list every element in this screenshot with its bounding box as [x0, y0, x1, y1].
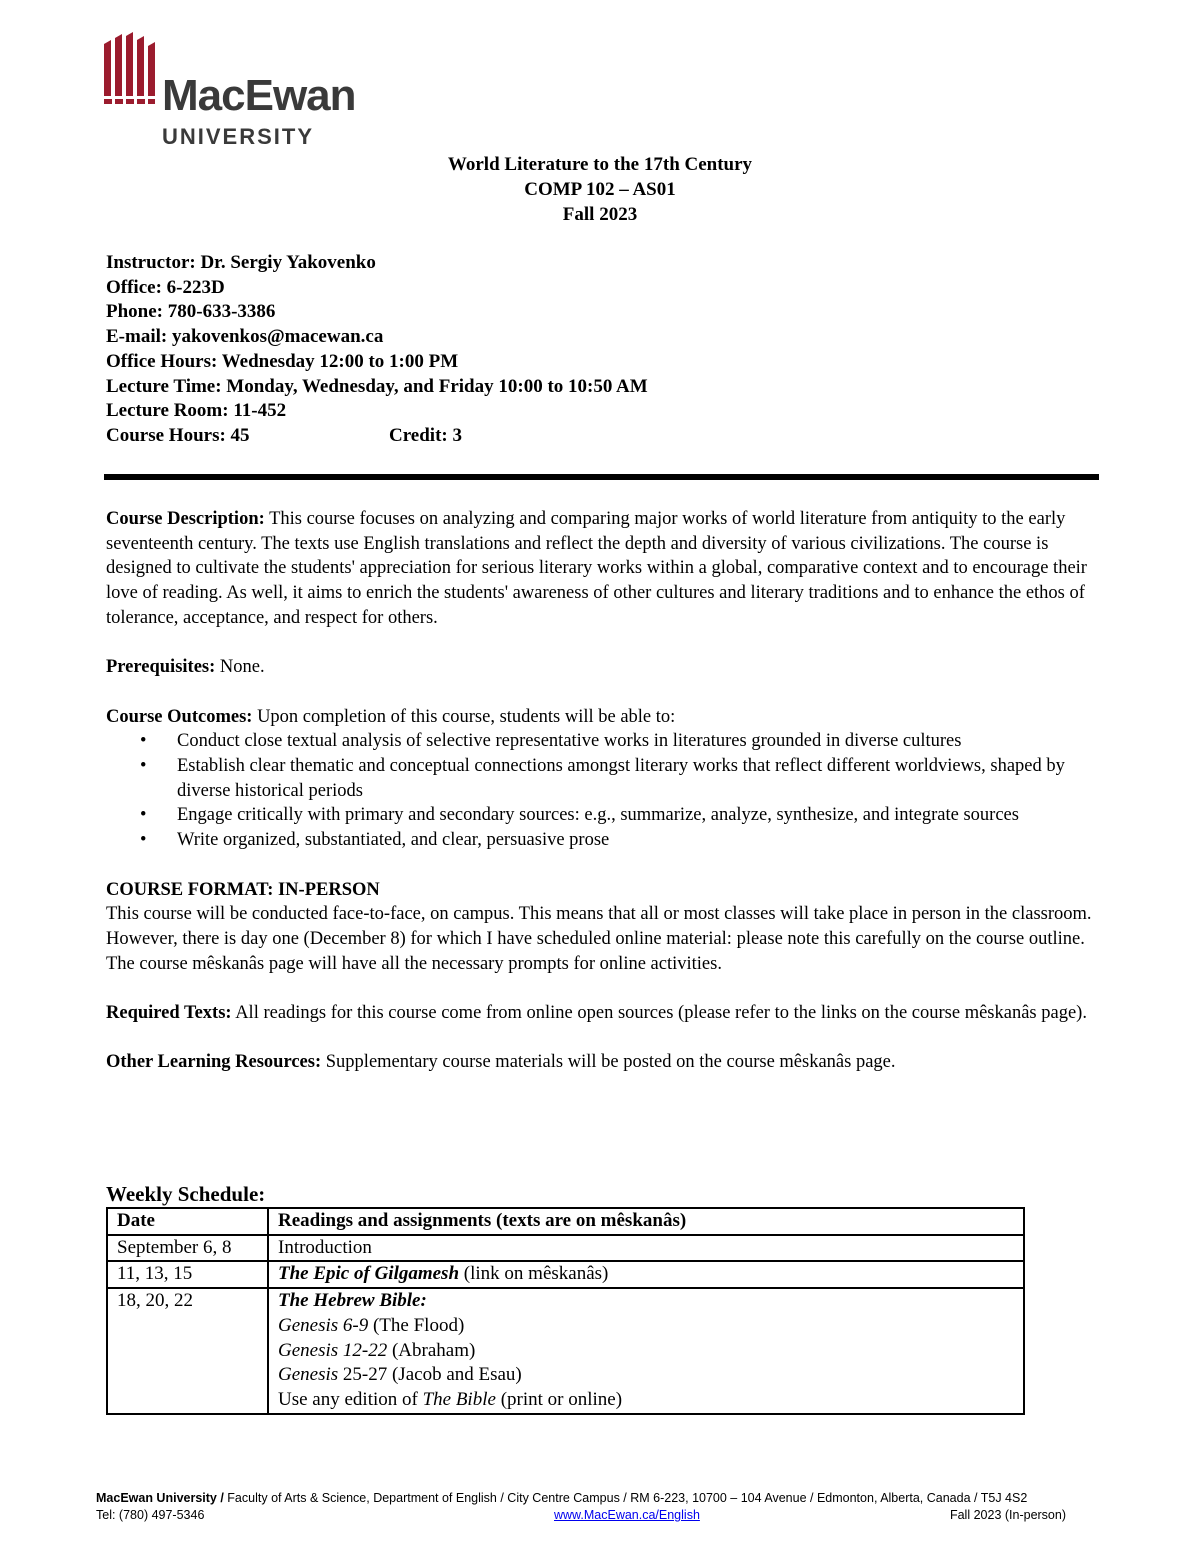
email: E-mail: yakovenkos@macewan.ca: [106, 326, 384, 348]
footer-website-link[interactable]: www.MacEwan.ca/English: [554, 1508, 700, 1522]
office: Office: 6-223D: [106, 276, 225, 298]
page-footer: [96, 1490, 1066, 1524]
course-format-text: This course will be conducted face-to-face, on campus. This means that all or most classes will take place in person in the classroom. However, there is day one (December 8) for which I have scheduled online material: please note this carefully on the course outline. The course mêskanâs page will have all the necessary prompts for online activities.: [106, 904, 1092, 974]
prerequisites: [106, 655, 1096, 680]
reading-note: (link on mêskanâs): [459, 1263, 609, 1285]
list-item: • Engage critically with primary and secondary sources: e.g., summarize, analyze, synthesize, and integrate sources: [106, 803, 1096, 828]
course-outcomes-label: Course Outcomes:: [106, 706, 253, 727]
prerequisites-text: None.: [215, 657, 265, 678]
office-hours: Office Hours: Wednesday 12:00 to 1:00 PM: [106, 350, 459, 372]
book-ref: Genesis: [278, 1364, 339, 1386]
book-note: (The Flood): [368, 1314, 465, 1336]
course-description-text: This course focuses on analyzing and comparing major works of world literature from antiquity to the early seventeenth century. The texts use English translations and reflect the depth and diversity of various civilizations. The course is designed to cultivate the students' appreciation for serious literary works within a global, comparative context and to encourage their love of reading. As well, it aims to enrich the students' awareness of other cultures and literary traditions and to enhance the ethos of tolerance, acceptance, and respect for others.: [106, 509, 1087, 628]
required-texts-text: All readings for this course come from online open sources (please refer to the links on the course mêskanâs page).: [231, 1003, 1087, 1023]
lecture-room: Lecture Room: 11-452: [106, 400, 287, 422]
list-item: • Conduct close textual analysis of selective representative works in literatures grounded in diverse cultures: [106, 729, 1096, 754]
outcomes-list: [106, 729, 1096, 853]
book-note: 25-27 (Jacob and Esau): [338, 1364, 522, 1386]
required-texts-label: Required Texts:: [106, 1003, 232, 1023]
course-format-heading: COURSE FORMAT: IN-PERSON: [106, 879, 380, 900]
date-cell: 18, 20, 22: [107, 1288, 268, 1414]
work-title: The Hebrew Bible:: [278, 1290, 427, 1312]
book-ref: Genesis 12-22: [278, 1339, 388, 1361]
horizontal-rule: [104, 474, 1099, 480]
book-ref: Genesis 6-9: [278, 1314, 369, 1336]
reading-cell: [268, 1261, 1024, 1288]
course-hours: Course Hours: 45: [106, 424, 250, 446]
course-format: [106, 878, 1096, 977]
other-resources-label: Other Learning Resources:: [106, 1052, 322, 1073]
list-item: • Establish clear thematic and conceptual connections amongst literary works that reflect different worldviews, shaped by diverse historical periods: [106, 754, 1096, 803]
column-header-readings: Readings and assignments (texts are on mêskanâs): [268, 1208, 1024, 1235]
course-title: World Literature to the 17th Century: [447, 154, 753, 175]
reading-line: [278, 1314, 1023, 1339]
table-row: [107, 1288, 1024, 1414]
book-note: (Abraham): [387, 1339, 476, 1361]
footer-contact-line: [96, 1507, 1066, 1524]
course-header: [0, 152, 1200, 227]
schedule-table: [106, 1207, 1025, 1415]
reading-cell: Introduction: [268, 1235, 1024, 1262]
footer-org: MacEwan University /: [96, 1491, 224, 1505]
prerequisites-label: Prerequisites:: [106, 657, 216, 678]
credit: Credit: 3: [389, 424, 462, 446]
course-term: Fall 2023: [562, 204, 638, 225]
instructor-info: [106, 251, 648, 449]
course-description-label: Course Description:: [106, 509, 265, 529]
footer-address-line: [96, 1490, 1066, 1507]
course-outcomes: [106, 705, 1096, 853]
logo-university-text: UNIVERSITY: [162, 124, 315, 149]
other-resources: [106, 1050, 1096, 1075]
book-note: (print or online): [495, 1388, 623, 1410]
table-row: [107, 1235, 1024, 1262]
course-outcomes-intro: Upon completion of this course, students will be able to:: [252, 706, 676, 727]
table-row: [107, 1261, 1024, 1288]
reading-line: [278, 1388, 1023, 1413]
footer-term: Fall 2023 (In-person): [949, 1508, 1066, 1522]
list-item: • Write organized, substantiated, and clear, persuasive prose: [106, 828, 1096, 853]
course-hours-row: [106, 424, 648, 449]
lecture-time: Lecture Time: Monday, Wednesday, and Friday 10:00 to 10:50 AM: [106, 375, 648, 397]
phone: Phone: 780-633-3386: [106, 301, 276, 323]
table-header-row: [107, 1208, 1024, 1235]
date-cell: September 6, 8: [107, 1235, 268, 1262]
course-code: COMP 102 – AS01: [524, 179, 676, 200]
date-cell: 11, 13, 15: [107, 1261, 268, 1288]
macewan-logo-mark: [104, 30, 156, 106]
column-header-date: Date: [107, 1208, 268, 1235]
book-ref: The Bible: [422, 1388, 496, 1410]
instructor-name: Instructor: Dr. Sergiy Yakovenko: [106, 252, 376, 273]
reading-cell: [268, 1288, 1024, 1414]
footer-address: Faculty of Arts & Science, Department of English / City Centre Campus / RM 6-223, 10700 – 104 Avenue / Edmonton, Alberta, Canada / T5J 4S2: [223, 1491, 1028, 1505]
book-pre: Use any edition of: [278, 1388, 423, 1410]
logo-wordmark: MacEwan: [162, 71, 356, 120]
work-title: The Epic of Gilgamesh: [278, 1263, 460, 1285]
footer-tel: Tel: (780) 497-5346: [96, 1508, 205, 1522]
course-description: [106, 507, 1096, 631]
syllabus-body: [106, 507, 1096, 1100]
other-resources-text: Supplementary course materials will be posted on the course mêskanâs page.: [321, 1052, 896, 1073]
reading-line: [278, 1339, 1023, 1364]
reading-line: [278, 1363, 1023, 1388]
schedule-title: Weekly Schedule:: [106, 1182, 266, 1206]
required-texts: [106, 1001, 1096, 1026]
macewan-logo: [104, 30, 364, 149]
